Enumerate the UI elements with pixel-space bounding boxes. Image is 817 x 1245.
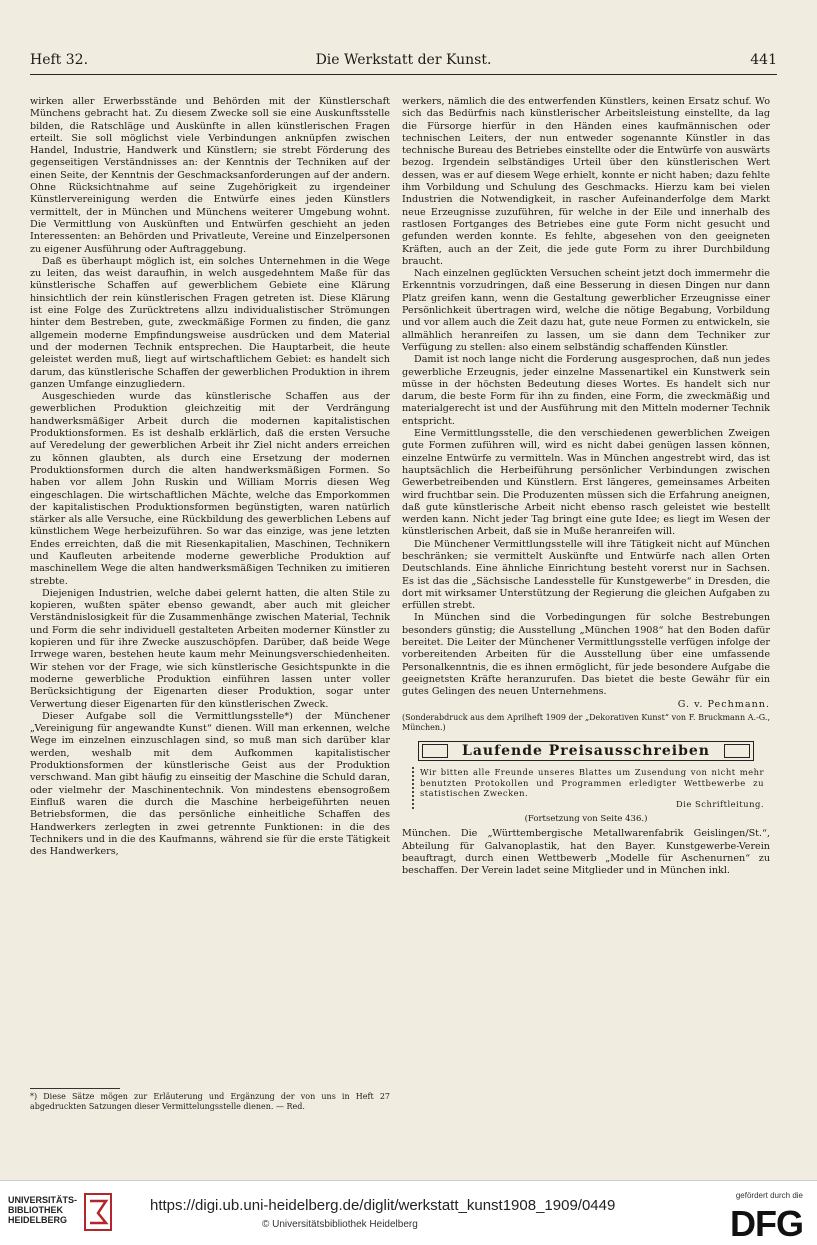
paragraph: Eine Vermittlungsstelle, die den verschiedenen gewerblichen Zweigen gute Formen zuführen will, wird es nicht dabei genügen lassen können, einzelne Entwürfe zu vermitteln. Was in München angestrebt wird, das ist hauptsächlich die Herbeiführung persönlicher Verbindungen zwischen Gewerbetreibenden und Künstlern. Erst längeres, gemeinsames Arbeiten wird fruchtbar sein. Die Produzenten müssen sich die Erfahrung aneignen, daß gute künstlerische Arbeit nicht ebenso rasch geleistet wie bestellt werden kann. Nicht jeder Tag bringt eine gute Idee; es liegt im Wesen der künstlerischen Arbeit, daß sie in Muße heranreifen will. — [402, 428, 770, 538]
paragraph: München. Die „Württembergische Metallwarenfabrik Geislingen/St.“, Abteilung für Galvanoplastik, hat den Bayer. Kunstgewerbe-Verein beauftragt, durch einen Wettbewerb „Modelle für Aschenurnen“ zu beschaffen. Der Verein ladet seine Mitglieder und in München inkl. — [402, 828, 770, 877]
paragraph: Nach einzelnen geglückten Versuchen scheint jetzt doch immermehr die Erkenntnis vorzudringen, daß eine Besserung in diesen Dingen nur dann Platz greifen kann, wenn die Gestaltung gewerblicher Erzeugnisse einer Persönlichkeit übertragen wird, welche die nötige Begabung, Vorbildung und vor allem auch die Zeit dazu hat, gute neue Formen zu entwickeln, sie allmählich heranreifen zu lassen, um sie dann dem Techniker zur Verfügung zu stellen: also einem selbständig schaffenden Künstler. — [402, 268, 770, 353]
author-signature: G. v. Pechmann. — [677, 698, 770, 710]
copyright: © Universitätsbibliothek Heidelberg — [262, 1219, 418, 1230]
paragraph: werkers, nämlich die des entwerfenden Künstlers, keinen Ersatz schuf. Wo sich das Bedürfnis nach künstlerischer Arbeitsleistung einstellte, da lag die Fürsorge hierfür in den Händen eines kaufmännischen oder technischen Leiters, der nun entweder sogenannte Künstler in das technische Bureau des Betriebes einstellte oder die Entwürfe von auswärts bezog. Irgendein selbständiges Urteil über den künstlerischen Wert dessen, was er auf diesem Wege erhielt, konnte er nicht haben; dazu fehlte ihm Vorbildung und Schulung des Geschmacks. Hierzu kam bei vielen Industrien die Notwendigkeit, in rascher Aufeinanderfolge dem Markt neue Erzeugnisse zuzuführen, für welche in der Eile und innerhalb des rastlosen Fortganges des Betriebes eine gute Form nicht gesucht und gefunden werden konnte. Es fehlte, abgesehen von den geeigneten Kräften, auch an der Zeit, die jede gute Form zu ihrer Durchbildung braucht. — [402, 96, 770, 267]
issue-number: Heft 32. — [30, 52, 89, 68]
journal-title: Die Werkstatt der Kunst. — [315, 52, 492, 68]
footnote-text: *) Diese Sätze mögen zur Erläuterung und Ergänzung der von uns in Heft 27 abgedruckten Satzungen dieser Vermittelungsstelle dienen. — Red. — [30, 1092, 390, 1111]
left-column — [30, 96, 390, 858]
continuation-note: (Fortsetzung von Seite 436.) — [524, 814, 648, 825]
paragraph: Ausgeschieden wurde das künstlerische Schaffen aus der gewerblichen Produktion gleichzeitig mit der Verdrängung handwerksmäßiger Arbeit durch die modernen kapitalistischen Produktionsformen. Es ist deshalb erklärlich, daß die ersten Versuche auf Veredelung der gewerblichen Arbeit ihr Ziel nicht anders erreichen zu können glaubten, als durch eine Ersetzung der modernen Produktionsformen durch die alten handwerksmäßigen Formen. So haben vor allem John Ruskin und William Morris diesen Weg eingeschlagen. Die wirtschaftlichen Mächte, welche das Emporkommen der kapitalistischen Produktionsformen begünstigten, waren natürlich stärker als alle Versuche, eine Rückbildung des gewerblichen Lebens auf künstlichem Wege herbeizuführen. So war das einzige, was jene letzten Endes erreichten, daß die mit Riesenkapitalien, Maschinen, Technikern und Kaufleuten arbeitende moderne gewerbliche Produktion auf maschinellem Wege die alten handwerksmäßigen Techniken zu imitieren strebte. — [30, 391, 390, 587]
paragraph: Damit ist noch lange nicht die Forderung ausgesprochen, daß nun jedes gewerbliche Erzeugnis, jeder einzelne Massenartikel ein Kunstwerk sein müsse in der höchsten Bedeutung dieses Wortes. Es handelt sich nur darum, die beste Form für ihn zu finden, eine Form, die zweckmäßig und materialgerecht ist und der Ausführung mit den Mitteln moderner Technik entspricht. — [402, 354, 770, 427]
notice-text: Wir bitten alle Freunde unseres Blattes um Zusendung von nicht mehr benutzten Protokollen und Programmen erledigter Wettbewerbe zu statistischen Zwecken. — [420, 767, 764, 799]
editorial-notice — [412, 767, 764, 809]
paragraph: wirken aller Erwerbsstände und Behörden mit der Künstlerschaft Münchens gebracht hat. Zu diesem Zwecke soll sie eine Auskunftsstelle bilden, die Ratschläge und Auskünfte in allen künstlerischen Fragen erteilt. Sie soll möglichst viele Verbindungen anknüpfen zwischen Handel, Industrie, Handwerk und Künstlern; sie strebt Förderung des gegenseitigen Verständnisses an: der Kenntnis der Techniken auf der einen Seite, der Kenntnis der Geschmacksanforderungen auf der andern. Ohne Rücksichtnahme auf seine Zugehörigkeit zu irgendeiner Künstlervereinigung werden die Entwürfe eines jeden Künstlers vermittelt, der in München und Münchens weiterer Umgebung wohnt. Die Vermittlung von Auskünften und Entwürfen geschieht an jeden Interessenten: an Behörden und Privatleute, Vereine und Einzelpersonen zu eigener Ausführung oder Auftraggebung. — [30, 96, 390, 255]
source-note: (Sonderabdruck aus dem Aprilheft 1909 der „Dekorativen Kunst“ von F. Bruckmann A.-G., München.) — [402, 712, 770, 732]
footnote-rule — [30, 1088, 120, 1089]
running-header — [30, 50, 777, 75]
viewer-footer — [0, 1180, 817, 1245]
paragraph: In München sind die Vorbedingungen für solche Bestrebungen besonders günstig; die Ausstellung „München 1908“ hat den Boden dafür bereitet. Die Leiter der Münchener Vermittlungsstelle verfügen infolge der vorbereitenden Arbeiten für die Ausstellung über eine umfassende Personalkenntnis, die es ihnen ermöglicht, für jede besondere Aufgabe die geeignetsten Kräfte heranzurufen. Das bietet die beste Gewähr für ein gutes Gelingen des neuen Unternehmens. — [402, 612, 770, 698]
library-name: UNIVERSITÄTS- BIBLIOTHEK HEIDELBERG — [8, 1195, 78, 1225]
paragraph: Diejenigen Industrien, welche dabei gelernt hatten, die alten Stile zu kopieren, wußten später ebenso gewandt, aber auch mit gleicher Verständnislosigkeit für die Zusammenhänge zwischen Material, Technik und Form die sehr individuell gestalteten Arbeiten moderner Künstler zu kopieren und für ihre Zwecke auszuschöpfen. Darüber, daß beide Wege Irrwege waren, bestehen heute kaum mehr Meinungsverschiedenheiten. Wir stehen vor der Frage, wie sich künstlerische Gesichtspunkte in die moderne gewerbliche Produktion einführen lassen unter voller Berücksichtigung der Eigenarten dieser Produktion, sogar unter Verwertung dieser Eigenarten für den künstlerischen Zweck. — [30, 587, 390, 710]
paragraph: Daß es überhaupt möglich ist, ein solches Unternehmen in die Wege zu leiten, das weist daraufhin, in welch ausgedehntem Maße für das künstlerische Schaffen auf gewerblichem Gebiete eine Klärung hinsichtlich der rein künstlerischen Fragen getreten ist. Diese Klärung ist eine Folge des Zurücktretens allzu individualistischer Strömungen hinter dem Bestreben, gute, zweckmäßige Formen zu finden, die ganz allgemein moderne Empfindungsweise ausdrücken und dem Material und der modernen Technik entsprechen. Die Hauptarbeit, die heute geleistet werden muß, liegt auf wirtschaftlichem Gebiet: es handelt sich darum, das künstlerische Schaffen der gewerblichen Produktion in ihrem ganzen Umfange einzugliedern. — [30, 255, 390, 390]
funding-caption: gefördert durch die — [735, 1191, 803, 1200]
section-title-box: Laufende Preisausschreiben — [418, 741, 754, 761]
notice-signature: Die Schriftleitung. — [676, 798, 764, 809]
page-number: 441 — [750, 52, 777, 68]
right-column — [402, 96, 770, 878]
footnote — [30, 1088, 390, 1112]
paragraph: Die Münchener Vermittlungsstelle will ihre Tätigkeit nicht auf München beschränken; sie vermittelt Auskünfte und Entwürfe nach allen Orten Deutschlands. Eine ähnliche Einrichtung besteht vorerst nur in Sachsen. Es ist das die „Sächsische Landesstelle für Kunstgewerbe“ in Dresden, die dort mit wirksamer Unterstützung der Regierung die gleichen Aufgaben zu erfüllen strebt. — [402, 538, 770, 612]
paragraph: Dieser Aufgabe soll die Vermittlungsstelle*) der Münchener „Vereinigung für angewandte Kunst“ dienen. Will man erkennen, welche Wege im einzelnen einzuschlagen sind, so muß man sich darüber klar werden, weshalb mit dem Aufkommen kapitalistischer Produktionsformen der künstlerische Geist aus der Produktion verschwand. Man gibt häufig zu einseitig der Maschine die Schuld daran, oder vielmehr der Maschinentechnik. Von mindestens ebensogroßem Einfluß waren die durch die Maschine herbeigeführten neuen Betriebsformen, die das persönliche einheitliche Schaffen des Handwerkers zerlegten in zwei getrennte Funktionen: in die des Technikers und in die des Kaufmanns, während sie für die erste Tätigkeit des Handwerkers, — [30, 710, 390, 858]
dfg-logo: DFG — [730, 1203, 803, 1244]
university-logo-icon — [84, 1193, 112, 1231]
permalink[interactable]: https://digi.ub.uni-heidelberg.de/diglit/werkstatt_kunst1908_1909/0449 — [150, 1197, 616, 1214]
